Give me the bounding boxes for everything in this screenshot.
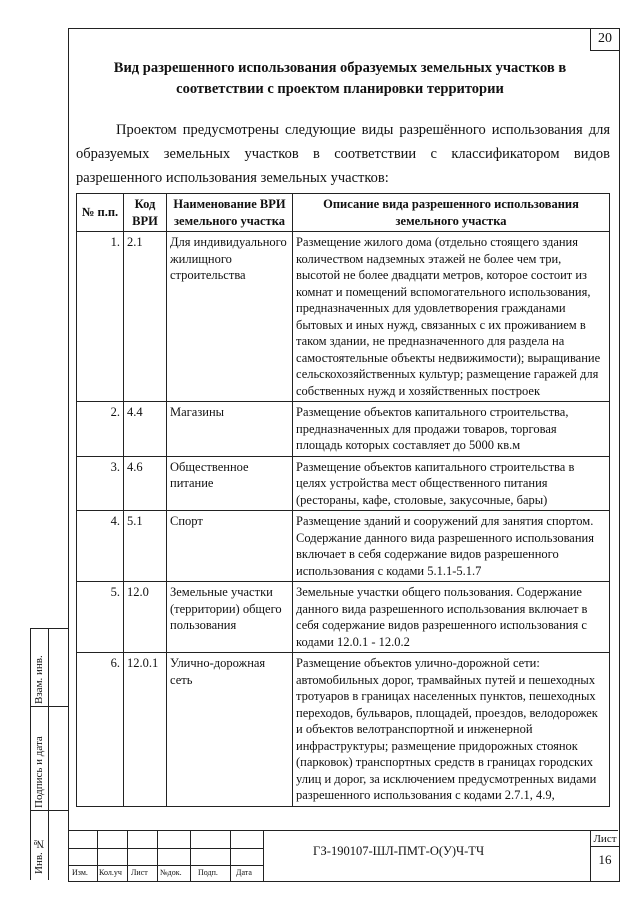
page-number: 20	[590, 28, 619, 51]
title-block	[68, 830, 618, 881]
row-num: 6.	[77, 653, 124, 807]
row-code: 12.0.1	[124, 653, 167, 807]
title-line-2: соответствии с проектом планировки территории	[176, 81, 504, 97]
row-name: Земельные участки (территории) общего пользования	[167, 582, 293, 653]
grid-line	[190, 831, 191, 881]
document-code: ГЗ-190107-ШЛ-ПМТ-О(У)Ч-ТЧ	[313, 844, 485, 858]
row-description: Размещение зданий и сооружений для занятия спортом. Содержание данного вида разрешенного использования включает в себя содержание видов разрешенного использования с кодами 5.1.1-5.1.7	[293, 511, 610, 582]
side-stamp	[30, 628, 66, 880]
side-stamp-sep2	[30, 810, 68, 811]
table-row	[77, 232, 610, 402]
row-name: Спорт	[167, 511, 293, 582]
header-num: № п.п.	[77, 194, 124, 232]
row-code: 5.1	[124, 511, 167, 582]
table-row	[77, 456, 610, 511]
row-description: Размещение объектов капитального строительства, предназначенных для продажи товаров, торговая площадь которых составляет до 5000 кв.м	[293, 402, 610, 457]
grid-line	[68, 831, 69, 881]
revision-grid	[68, 831, 263, 881]
row-num: 1.	[77, 232, 124, 402]
grid-line	[157, 831, 158, 881]
table-row	[77, 402, 610, 457]
title-line-1: Вид разрешенного использования образуемых земельных участков в	[113, 60, 567, 76]
header-code: Код ВРИ	[124, 194, 167, 232]
row-num: 5.	[77, 582, 124, 653]
row-name: Улично-дорожная сеть	[167, 653, 293, 807]
table-row	[77, 511, 610, 582]
header-name: Наименование ВРИ земельного участка	[167, 194, 293, 232]
row-code: 2.1	[124, 232, 167, 402]
stamp-label-data: Дата	[236, 868, 252, 877]
stamp-label-izm: Изм.	[72, 868, 88, 877]
grid-line	[263, 831, 264, 881]
stamp-label-list: Лист	[131, 868, 148, 877]
side-label-inv: Инв. №	[33, 837, 45, 874]
stamp-label-podp: Подп.	[198, 868, 218, 877]
row-name: Для индивидуального жилищного строительства	[167, 232, 293, 402]
sheet-box	[590, 831, 619, 881]
row-code: 4.6	[124, 456, 167, 511]
side-label-podpis: Подпись и дата	[33, 736, 45, 808]
land-use-table	[76, 193, 610, 807]
stamp-label-koluch: Кол.уч	[99, 868, 122, 877]
header-description: Описание вида разрешенного использования земельного участка	[293, 194, 610, 232]
row-code: 4.4	[124, 402, 167, 457]
row-description: Размещение объектов капитального строительства в целях устройства мест общественного питания (рестораны, кафе, столовые, закусочные, бары)	[293, 456, 610, 511]
row-name: Общественное питание	[167, 456, 293, 511]
grid-line	[127, 831, 128, 881]
row-name: Магазины	[167, 402, 293, 457]
row-description: Размещение объектов улично-дорожной сети: автомобильных дорог, трамвайных путей и пешеходных тротуаров в границах населенных пунктов, пешеходных переходов, бульваров, площадей, проездов, велодорожек и объектов велотранспортной и инженерной инфраструктуры; размещение придорожных стоянок (парковок) транспортных средств в границах городских улиц и дорог, за исключением предусмотренных видами разрешенного использования с кодами 2.7.1, 4.9,	[293, 653, 610, 807]
table-row	[77, 582, 610, 653]
intro-paragraph: Проектом предусмотрены следующие виды разрешённого использования для образуемых земельных участков в соответствии с классификатором видов разрешенного использования земельных участков:	[76, 122, 610, 186]
row-num: 4.	[77, 511, 124, 582]
sheet-number: 16	[598, 852, 612, 867]
row-description: Размещение жилого дома (отдельно стоящего здания количеством надземных этажей не более чем три, высотой не более двадцати метров, которое состоит из комнат и помещений вспомогательного использования, предназначенных для удовлетворения гражданами бытовых и иных нужд, связанных с их проживанием в таком здании, не предназначенного для раздела на самостоятельные объекты недвижимости); выращивание сельскохозяйственных культур; размещение гаражей для собственных нужд и хозяйственных построек	[293, 232, 610, 402]
table-row	[77, 653, 610, 807]
grid-line	[230, 831, 231, 881]
table-header-row	[77, 194, 610, 232]
row-description: Земельные участки общего пользования. Содержание данного вида разрешенного использования включает в себя содержание видов разрешенного использования с кодами 12.0.1 - 12.0.2	[293, 582, 610, 653]
side-stamp-border	[30, 628, 31, 880]
document-title	[90, 58, 590, 100]
grid-line	[97, 831, 98, 881]
stamp-label-ndok: №док.	[160, 868, 182, 877]
row-num: 3.	[77, 456, 124, 511]
side-label-vzam: Взам. инв.	[33, 655, 45, 704]
row-num: 2.	[77, 402, 124, 457]
side-stamp-top	[30, 628, 68, 629]
sheet-label: Лист	[591, 832, 619, 847]
side-stamp-divider	[48, 628, 49, 880]
side-stamp-sep1	[30, 706, 68, 707]
row-code: 12.0	[124, 582, 167, 653]
